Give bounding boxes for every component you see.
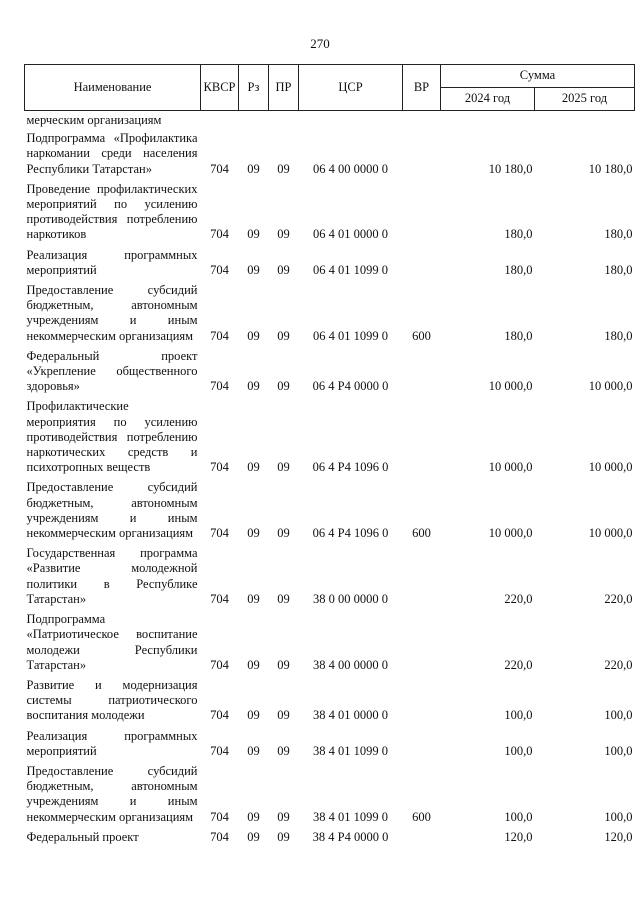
cell-pr: 09 xyxy=(277,379,290,394)
cell-sum-2025: 180,0 xyxy=(604,328,633,343)
row-name-text: Предоставление субсидий бюджетным, автономным учреждениям и иным некоммерческим организациям xyxy=(26,283,198,343)
cell-name xyxy=(25,246,201,281)
cell-vr xyxy=(403,727,441,762)
cell-vr xyxy=(403,111,441,130)
row-name-text: мерческим организациям xyxy=(26,113,162,127)
cell-name xyxy=(25,281,201,347)
cell-kvsr: 704 xyxy=(210,657,229,672)
cell-sum-2025: 220,0 xyxy=(604,591,633,606)
cell-pr: 09 xyxy=(277,809,290,824)
cell-csr: 06 4 01 1099 0 xyxy=(313,262,388,277)
cell-rz: 09 xyxy=(247,379,260,394)
row-name-text: Реализация программных мероприятий xyxy=(26,247,198,277)
cell-rz: 09 xyxy=(247,708,260,723)
cell-vr xyxy=(403,129,441,180)
cell-pr xyxy=(269,111,299,130)
cell-kvsr: 704 xyxy=(210,460,229,475)
table-row xyxy=(25,610,635,676)
cell-pr: 09 xyxy=(277,262,290,277)
table-row xyxy=(25,347,635,398)
cell-csr: 38 4 01 1099 0 xyxy=(313,743,388,758)
cell-csr: 06 4 01 0000 0 xyxy=(313,227,388,242)
table-row xyxy=(25,676,635,727)
cell-csr: 38 4 00 0000 0 xyxy=(313,657,388,672)
cell-pr: 09 xyxy=(277,657,290,672)
table-row xyxy=(25,762,635,828)
cell-vr xyxy=(403,347,441,398)
cell-kvsr: 704 xyxy=(210,829,229,844)
cell-sum-2024: 100,0 xyxy=(504,708,533,723)
row-name-text: Проведение профилактических мероприятий по усилению противодействия потреблению наркотиков xyxy=(26,181,198,242)
cell-name xyxy=(25,762,201,828)
cell-pr: 09 xyxy=(277,328,290,343)
table-row xyxy=(25,397,635,478)
cell-vr xyxy=(403,828,441,848)
cell-name xyxy=(25,610,201,676)
cell-sum-2024: 220,0 xyxy=(504,591,533,606)
cell-sum-2025: 100,0 xyxy=(604,809,633,824)
table-row xyxy=(25,180,635,246)
cell-sum-2025: 10 000,0 xyxy=(588,526,633,541)
cell-vr: 600 xyxy=(412,809,431,824)
table-row xyxy=(25,544,635,610)
cell-name xyxy=(25,676,201,727)
cell-pr: 09 xyxy=(277,708,290,723)
cell-sum-2024: 10 180,0 xyxy=(488,161,533,176)
row-name-text: Государственная программа «Развитие молодежной политики в Республике Татарстан» xyxy=(26,546,198,606)
page-number: 270 xyxy=(310,36,330,51)
row-name-text: Профилактические мероприятия по усилению противодействия потреблению наркотических средств и психотропных веществ xyxy=(26,399,198,475)
cell-kvsr: 704 xyxy=(210,379,229,394)
row-name-text: Реализация программных мероприятий xyxy=(26,728,198,758)
table-row xyxy=(25,111,635,130)
cell-pr: 09 xyxy=(277,829,290,844)
cell-sum-2025: 220,0 xyxy=(604,657,633,672)
header-year-2024: 2024 год xyxy=(441,88,535,111)
table-row xyxy=(25,727,635,762)
cell-kvsr: 704 xyxy=(210,743,229,758)
cell-name xyxy=(25,397,201,478)
table-row xyxy=(25,478,635,544)
header-csr: ЦСР xyxy=(299,65,403,111)
cell-kvsr: 704 xyxy=(210,708,229,723)
cell-rz: 09 xyxy=(247,743,260,758)
cell-rz: 09 xyxy=(247,328,260,343)
row-name-text: Развитие и модернизация системы патриотического воспитания молодежи xyxy=(26,677,198,723)
cell-csr: 06 4 P4 1096 0 xyxy=(312,526,389,541)
cell-pr: 09 xyxy=(277,591,290,606)
cell-pr: 09 xyxy=(277,227,290,242)
cell-sum-2024: 100,0 xyxy=(504,743,533,758)
header-pr: ПР xyxy=(269,65,299,111)
cell-rz: 09 xyxy=(247,460,260,475)
cell-kvsr: 704 xyxy=(210,262,229,277)
cell-pr: 09 xyxy=(277,743,290,758)
cell-sum-2024: 10 000,0 xyxy=(488,379,533,394)
cell-vr xyxy=(403,397,441,478)
table-row xyxy=(25,246,635,281)
cell-csr: 06 4 P4 0000 0 xyxy=(312,379,389,394)
cell-name xyxy=(25,111,201,130)
cell-kvsr: 704 xyxy=(210,161,229,176)
cell-rz: 09 xyxy=(247,161,260,176)
row-name-text: Подпрограмма «Профилактика наркомании среди населения Республики Татарстан» xyxy=(26,131,198,176)
cell-kvsr: 704 xyxy=(210,591,229,606)
cell-csr: 38 4 P4 0000 0 xyxy=(312,829,389,844)
cell-vr: 600 xyxy=(412,328,431,343)
cell-name xyxy=(25,478,201,544)
row-name-text: Федеральный проект «Укрепление общественного здоровья» xyxy=(26,348,198,394)
cell-csr xyxy=(299,111,403,130)
cell-name xyxy=(25,129,201,180)
table-row xyxy=(25,828,635,848)
table-row xyxy=(25,281,635,347)
cell-kvsr: 704 xyxy=(210,328,229,343)
cell-sum-2025: 120,0 xyxy=(604,829,633,844)
cell-name xyxy=(25,828,201,848)
cell-sum-2024: 220,0 xyxy=(504,657,533,672)
cell-rz: 09 xyxy=(247,262,260,277)
cell-rz: 09 xyxy=(247,591,260,606)
cell-sum-2025: 10 000,0 xyxy=(588,379,633,394)
cell-kvsr: 704 xyxy=(210,809,229,824)
cell-sum-2025: 100,0 xyxy=(604,743,633,758)
cell-sum-2025: 10 180,0 xyxy=(588,161,633,176)
cell-vr xyxy=(403,544,441,610)
cell-sum-2024: 100,0 xyxy=(504,809,533,824)
cell-csr: 06 4 00 0000 0 xyxy=(313,161,388,176)
cell-sum-2025: 180,0 xyxy=(604,262,633,277)
cell-pr: 09 xyxy=(277,161,290,176)
cell-name xyxy=(25,727,201,762)
cell-rz: 09 xyxy=(247,227,260,242)
cell-csr: 38 4 01 0000 0 xyxy=(313,708,388,723)
cell-kvsr xyxy=(201,111,239,130)
cell-pr: 09 xyxy=(277,460,290,475)
cell-kvsr: 704 xyxy=(210,526,229,541)
cell-sum-2025 xyxy=(535,111,635,130)
cell-vr xyxy=(403,676,441,727)
cell-vr xyxy=(403,180,441,246)
cell-sum-2025: 180,0 xyxy=(604,227,633,242)
cell-pr: 09 xyxy=(277,526,290,541)
cell-sum-2025: 10 000,0 xyxy=(588,460,633,475)
cell-csr: 06 4 P4 1096 0 xyxy=(312,460,389,475)
cell-sum-2024: 10 000,0 xyxy=(488,460,533,475)
cell-sum-2024: 10 000,0 xyxy=(488,526,533,541)
cell-vr: 600 xyxy=(412,526,431,541)
table-body xyxy=(25,111,635,848)
header-kvsr: КВСР xyxy=(201,65,239,111)
header-year-2025: 2025 год xyxy=(535,88,635,111)
cell-vr xyxy=(403,610,441,676)
row-name-text: Подпрограмма «Патриотическое воспитание молодежи Республики Татарстан» xyxy=(26,612,198,672)
cell-name xyxy=(25,347,201,398)
row-name-text: Предоставление субсидий бюджетным, автономным учреждениям и иным некоммерческим организациям xyxy=(26,480,198,541)
cell-csr: 06 4 01 1099 0 xyxy=(313,328,388,343)
header-sum: Сумма xyxy=(441,65,635,88)
header-name: Наименование xyxy=(25,65,201,111)
cell-csr: 38 0 00 0000 0 xyxy=(313,591,388,606)
cell-sum-2024: 180,0 xyxy=(504,227,533,242)
table-row xyxy=(25,129,635,180)
cell-rz: 09 xyxy=(247,809,260,824)
cell-vr xyxy=(403,246,441,281)
cell-rz: 09 xyxy=(247,526,260,541)
header-vr: ВР xyxy=(403,65,441,111)
cell-csr: 38 4 01 1099 0 xyxy=(313,809,388,824)
cell-sum-2025: 100,0 xyxy=(604,708,633,723)
cell-name xyxy=(25,180,201,246)
row-name-text: Федеральный проект xyxy=(26,829,139,844)
cell-rz: 09 xyxy=(247,657,260,672)
cell-rz xyxy=(239,111,269,130)
budget-table xyxy=(24,64,635,848)
header-rz: Рз xyxy=(239,65,269,111)
row-name-text: Предоставление субсидий бюджетным, автономным учреждениям и иным некоммерческим организациям xyxy=(26,763,198,824)
cell-rz: 09 xyxy=(247,829,260,844)
cell-sum-2024 xyxy=(441,111,535,130)
cell-sum-2024: 120,0 xyxy=(504,829,533,844)
cell-name xyxy=(25,544,201,610)
cell-sum-2024: 180,0 xyxy=(504,328,533,343)
cell-kvsr: 704 xyxy=(210,227,229,242)
cell-sum-2024: 180,0 xyxy=(504,262,533,277)
table-header xyxy=(25,65,635,111)
